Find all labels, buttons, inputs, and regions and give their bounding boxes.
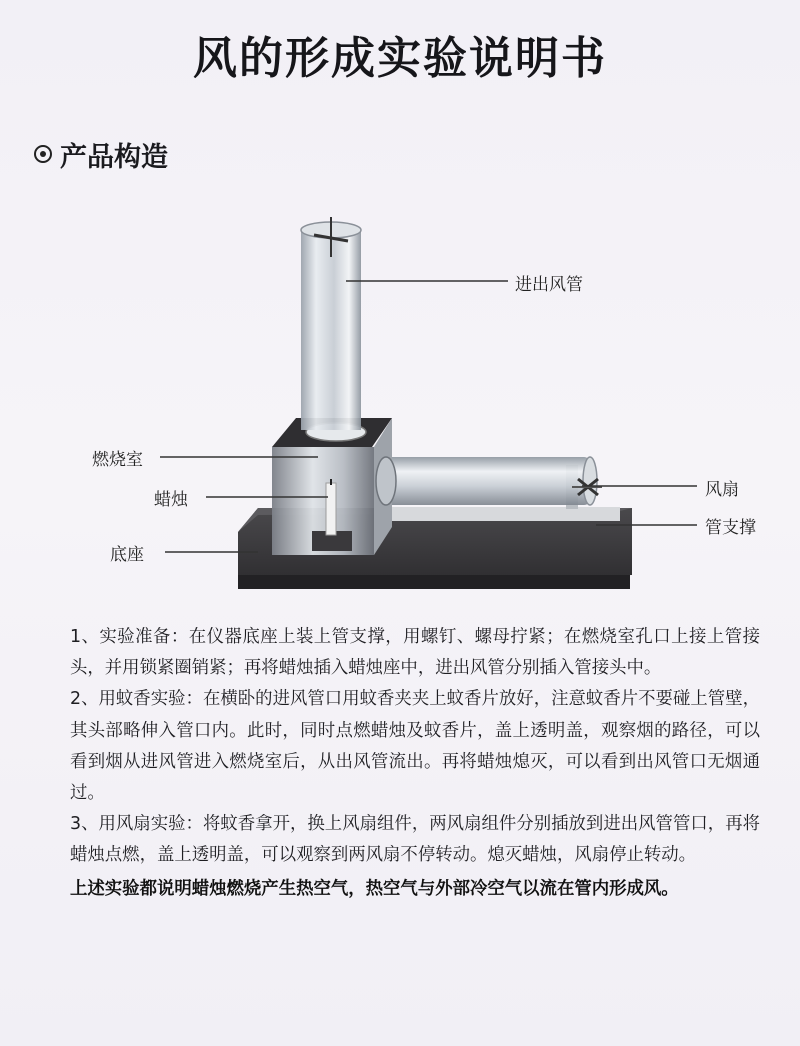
label-base: 底座 <box>110 545 144 565</box>
section-title: 产品构造 <box>60 141 168 173</box>
instruction-paragraph: 2、用蚊香实验：在横卧的进风管口用蚊香夹夹上蚊香片放好，注意蚊香片不要碰上管壁，其头部略伸入管口内。此时，同时点燃蜡烛及蚊香片，盖上透明盖，观察烟的路径，可以看到烟从进风管进入燃烧室后，从出风管流出。再将蜡烛熄灭，可以看到出风管口无烟通过。 <box>70 689 760 804</box>
label-chamber: 燃烧室 <box>92 450 143 470</box>
horizontal-tube <box>378 457 597 505</box>
label-fan: 风扇 <box>705 480 739 500</box>
section-heading <box>34 134 168 174</box>
conclusion-text: 上述实验都说明蜡烛燃烧产生热空气，热空气与外部冷空气以流在管内形成风。 <box>70 878 679 899</box>
target-bullet-icon <box>34 145 52 163</box>
product-diagram <box>0 195 800 615</box>
instruction-paragraph: 3、用风扇实验：将蚊香拿开，换上风扇组件，两风扇组件分别插放到进出风管管口，再将蜡烛点燃，盖上透明盖，可以观察到两风扇不停转动。熄灭蜡烛，风扇停止转动。 <box>70 814 760 866</box>
label-candle: 蜡烛 <box>154 490 188 510</box>
vertical-tube <box>301 217 361 430</box>
label-pipe-support: 管支撑 <box>705 518 756 538</box>
instructions-block <box>70 622 760 905</box>
label-duct: 进出风管 <box>515 275 583 295</box>
page-title: 风的形成实验说明书 <box>193 33 607 84</box>
candle <box>326 479 336 535</box>
instruction-paragraph: 1、实验准备：在仪器底座上装上管支撑，用螺钉、螺母拧紧；在燃烧室孔口上接上管接头，并用锁紧圈销紧；再将蜡烛插入蜡烛座中，进出风管分别插入管接头中。 <box>70 627 760 679</box>
